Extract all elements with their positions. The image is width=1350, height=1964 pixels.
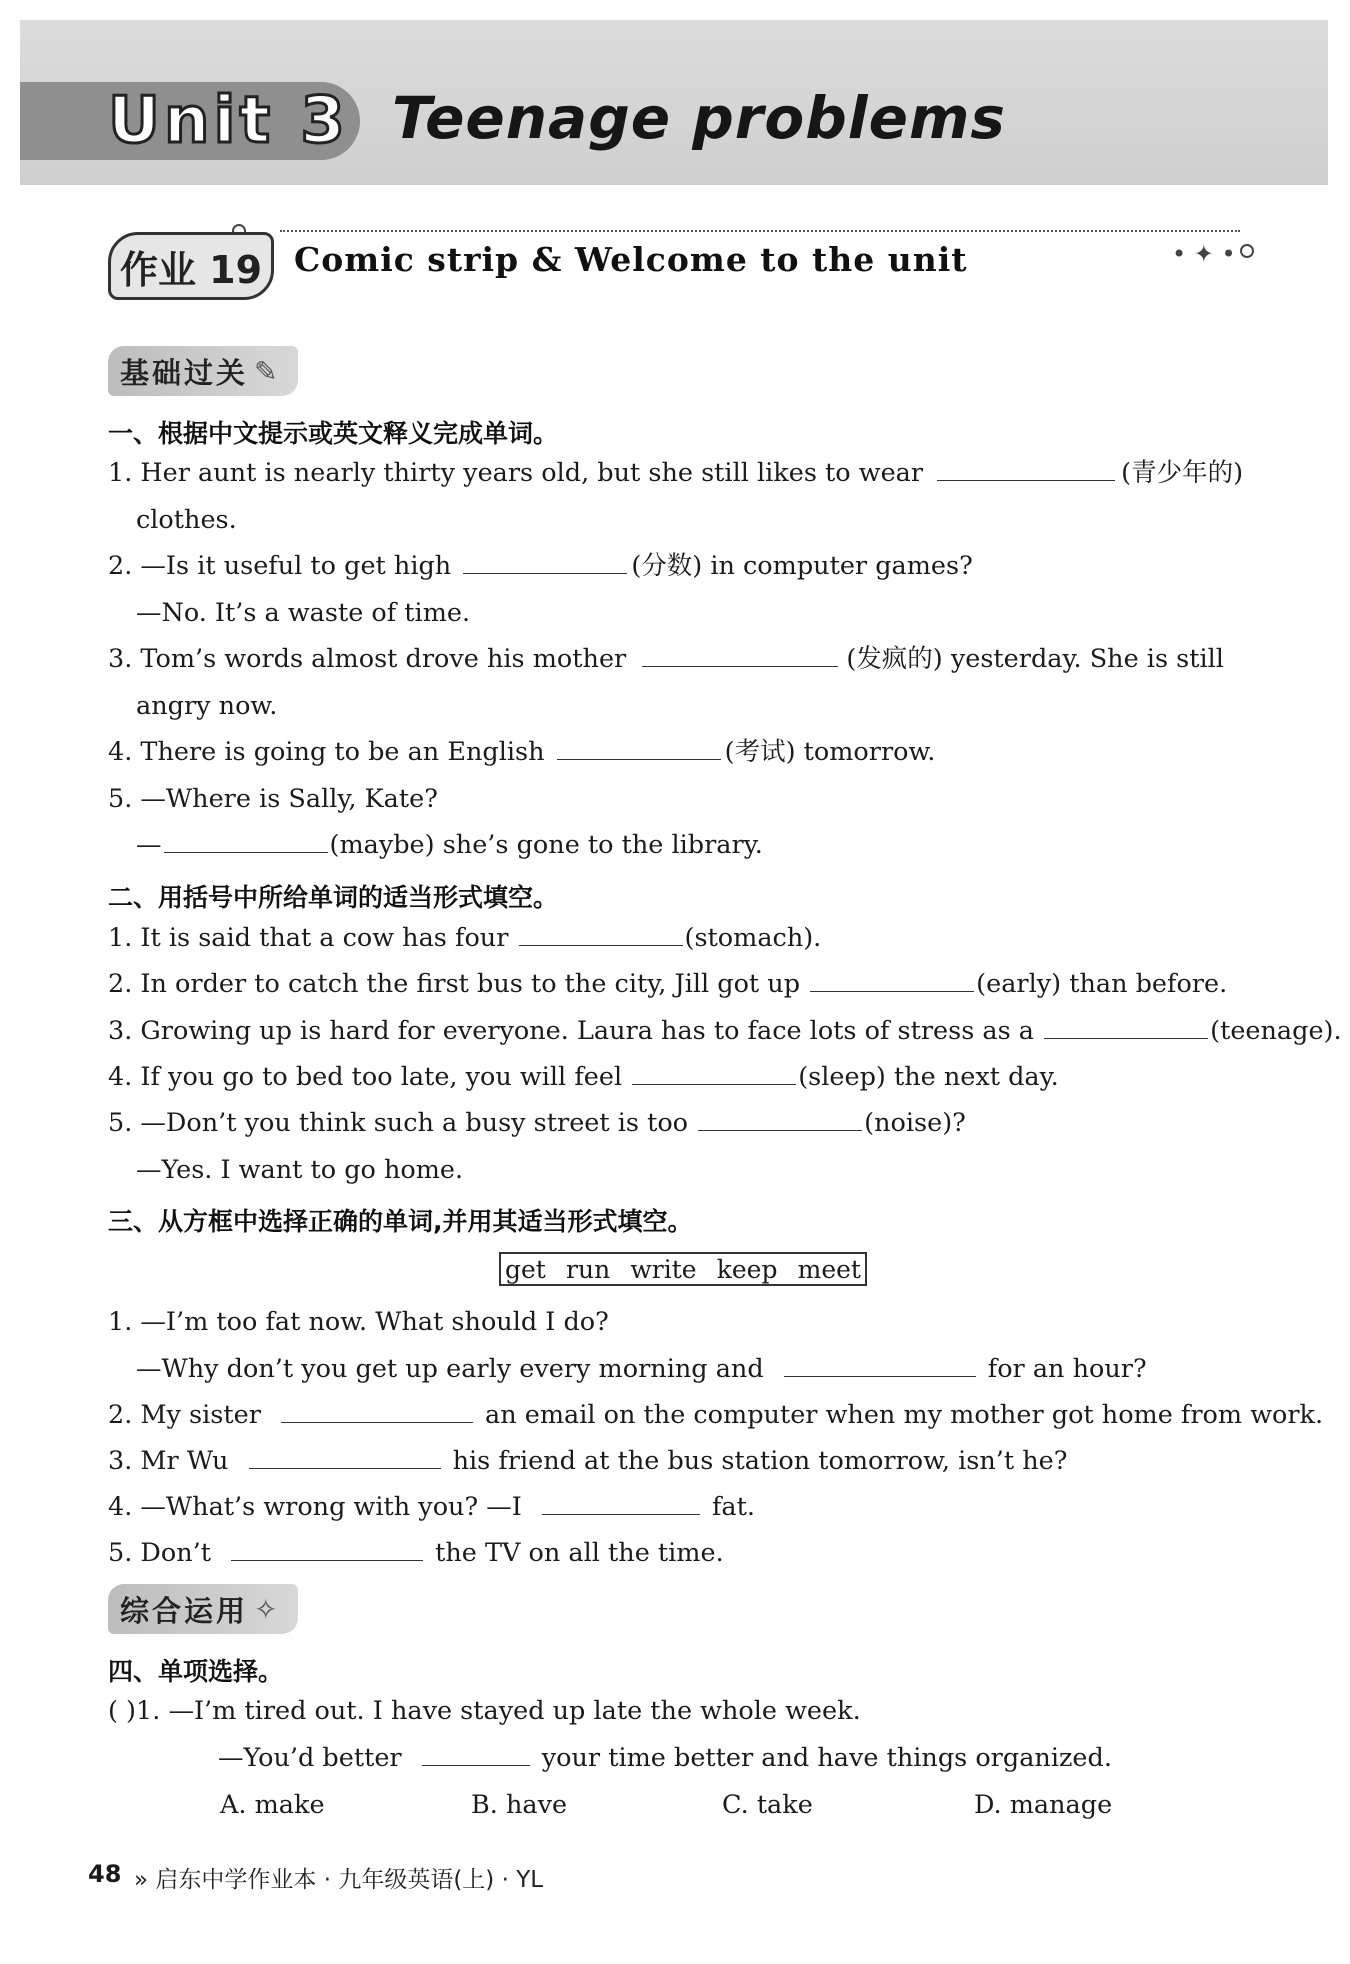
q-text: 4. If you go to bed too late, you will feel: [108, 1062, 623, 1092]
q-text: —Why don’t you get up early every morning and: [136, 1354, 764, 1384]
answer-blank[interactable]: [519, 923, 683, 946]
q-text: the TV on all the time.: [435, 1538, 724, 1568]
answer-blank[interactable]: [281, 1400, 473, 1423]
answer-blank[interactable]: [632, 1062, 796, 1085]
word-option: run: [566, 1254, 611, 1284]
q-text: for an hour?: [987, 1354, 1147, 1384]
sparkle-icon: • ✦ •: [1172, 240, 1236, 268]
word-box: [499, 1252, 867, 1286]
word-option: write: [630, 1254, 697, 1284]
section-tab-combined: [108, 1584, 298, 1634]
q-text: fat.: [711, 1492, 755, 1522]
q-text: 2. In order to catch the first bus to the city, Jill got up: [108, 969, 801, 999]
answer-blank[interactable]: [542, 1492, 700, 1515]
part1-q2-line2: —No. It’s a waste of time.: [136, 598, 471, 628]
pencil-icon: ✎: [254, 354, 281, 388]
part1-q4-line: [108, 737, 935, 768]
page-number: 48: [88, 1860, 122, 1888]
part3-q4-line: [108, 1492, 755, 1523]
word-option: meet: [797, 1254, 861, 1284]
answer-paren[interactable]: ( )1.: [108, 1696, 161, 1726]
answer-blank[interactable]: [422, 1743, 530, 1766]
lesson-title: Comic strip & Welcome to the unit: [294, 240, 968, 279]
section-tab-basic: [108, 346, 298, 396]
part4-q1-line1: [108, 1696, 861, 1727]
part3-q2-line: [108, 1400, 1323, 1431]
q-hint: (stomach).: [684, 923, 822, 953]
q-text: 3. Mr Wu: [108, 1446, 229, 1476]
answer-blank[interactable]: [937, 458, 1115, 481]
q-text: your time better and have things organized.: [541, 1743, 1112, 1773]
answer-blank[interactable]: [642, 644, 838, 667]
q-text: 2. My sister: [108, 1400, 261, 1430]
unit-label: Unit 3: [108, 84, 349, 158]
answer-blank[interactable]: [810, 969, 974, 992]
part4-heading: 四、单项选择。: [108, 1657, 284, 1686]
unit-title: Teenage problems: [392, 84, 1006, 152]
q-text: 1. It is said that a cow has four: [108, 923, 509, 953]
q-text: —I’m tired out. I have stayed up late the whole week.: [168, 1696, 861, 1726]
q-hint: (考试) tomorrow.: [724, 737, 936, 767]
answer-blank[interactable]: [784, 1354, 976, 1377]
part1-q3-line2: angry now.: [136, 691, 278, 721]
part2-q5-line2: —Yes. I want to go home.: [136, 1155, 464, 1185]
answer-blank[interactable]: [463, 551, 627, 574]
option-a[interactable]: A. make: [220, 1790, 325, 1820]
word-option: get: [505, 1254, 546, 1284]
q-text: his friend at the bus station tomorrow, isn’t he?: [452, 1446, 1068, 1476]
q-text: 2. —Is it useful to get high: [108, 551, 452, 581]
q-hint: (sleep) the next day.: [798, 1062, 1059, 1092]
q-text: an email on the computer when my mother got home from work.: [485, 1400, 1324, 1430]
q-hint: (maybe) she’s gone to the library.: [329, 830, 763, 860]
part1-q1-line2: clothes.: [136, 505, 237, 535]
q-hint: (青少年的): [1121, 458, 1244, 488]
part2-heading: 二、用括号中所给单词的适当形式填空。: [108, 883, 559, 912]
answer-blank[interactable]: [164, 830, 328, 853]
answer-blank[interactable]: [557, 737, 721, 760]
part3-q1-line2: [136, 1354, 1147, 1385]
q-hint: (early) than before.: [976, 969, 1228, 999]
part1-heading: 一、根据中文提示或英文释义完成单词。: [108, 419, 559, 448]
q-hint: (teenage).: [1210, 1016, 1342, 1046]
section-tab-label: 基础过关: [120, 355, 249, 390]
section-tab-label: 综合运用: [120, 1593, 249, 1628]
footer-book-title: » 启东中学作业本 · 九年级英语(上) · YL: [134, 1867, 544, 1893]
q-text: 4. —What’s wrong with you? —I: [108, 1492, 522, 1522]
part3-q1-line1: 1. —I’m too fat now. What should I do?: [108, 1307, 609, 1337]
part3-q3-line: [108, 1446, 1067, 1477]
q-text: 5. —Don’t you think such a busy street is too: [108, 1108, 689, 1138]
part2-q1-line: [108, 923, 821, 954]
q-text: —You’d better: [218, 1743, 402, 1773]
q-hint: (发疯的) yesterday. She is still: [846, 644, 1224, 674]
answer-blank[interactable]: [1044, 1016, 1208, 1039]
dot-ring-icon: [1240, 244, 1254, 258]
word-option: keep: [716, 1254, 778, 1284]
q-hint: (noise)?: [864, 1108, 966, 1138]
option-d[interactable]: D. manage: [974, 1790, 1113, 1820]
part1-q1-line1: [108, 458, 1243, 489]
part2-q2-line: [108, 969, 1227, 1000]
q-text: 1. Her aunt is nearly thirty years old, but she still likes to wear: [108, 458, 924, 488]
part2-q5-line1: [108, 1108, 966, 1139]
dotted-divider: [280, 230, 1240, 232]
q-text: 5. Don’t: [108, 1538, 212, 1568]
q-text: 4. There is going to be an English: [108, 737, 545, 767]
dash: —: [136, 830, 162, 860]
part4-q1-line2: [218, 1743, 1112, 1774]
part2-q4-line: [108, 1062, 1059, 1093]
part2-q3-line: [108, 1016, 1342, 1047]
q-text: 3. Growing up is hard for everyone. Laura has to face lots of stress as a: [108, 1016, 1035, 1046]
option-c[interactable]: C. take: [722, 1790, 813, 1820]
part3-q5-line: [108, 1538, 724, 1569]
q-text: 3. Tom’s words almost drove his mother: [108, 644, 627, 674]
sparkle-pen-icon: ✧: [254, 1592, 281, 1626]
part1-q2-line1: [108, 551, 973, 582]
lesson-badge: 作业 19: [108, 232, 274, 300]
q-hint: (分数) in computer games?: [631, 551, 973, 581]
part1-q3-line1: [108, 644, 1224, 675]
part3-heading: 三、从方框中选择正确的单词,并用其适当形式填空。: [108, 1207, 693, 1236]
answer-blank[interactable]: [698, 1108, 862, 1131]
part1-q5-line2: [136, 830, 763, 861]
part1-q5-line1: 5. —Where is Sally, Kate?: [108, 784, 438, 814]
option-b[interactable]: B. have: [471, 1790, 568, 1820]
answer-blank[interactable]: [231, 1538, 423, 1561]
answer-blank[interactable]: [249, 1446, 441, 1469]
